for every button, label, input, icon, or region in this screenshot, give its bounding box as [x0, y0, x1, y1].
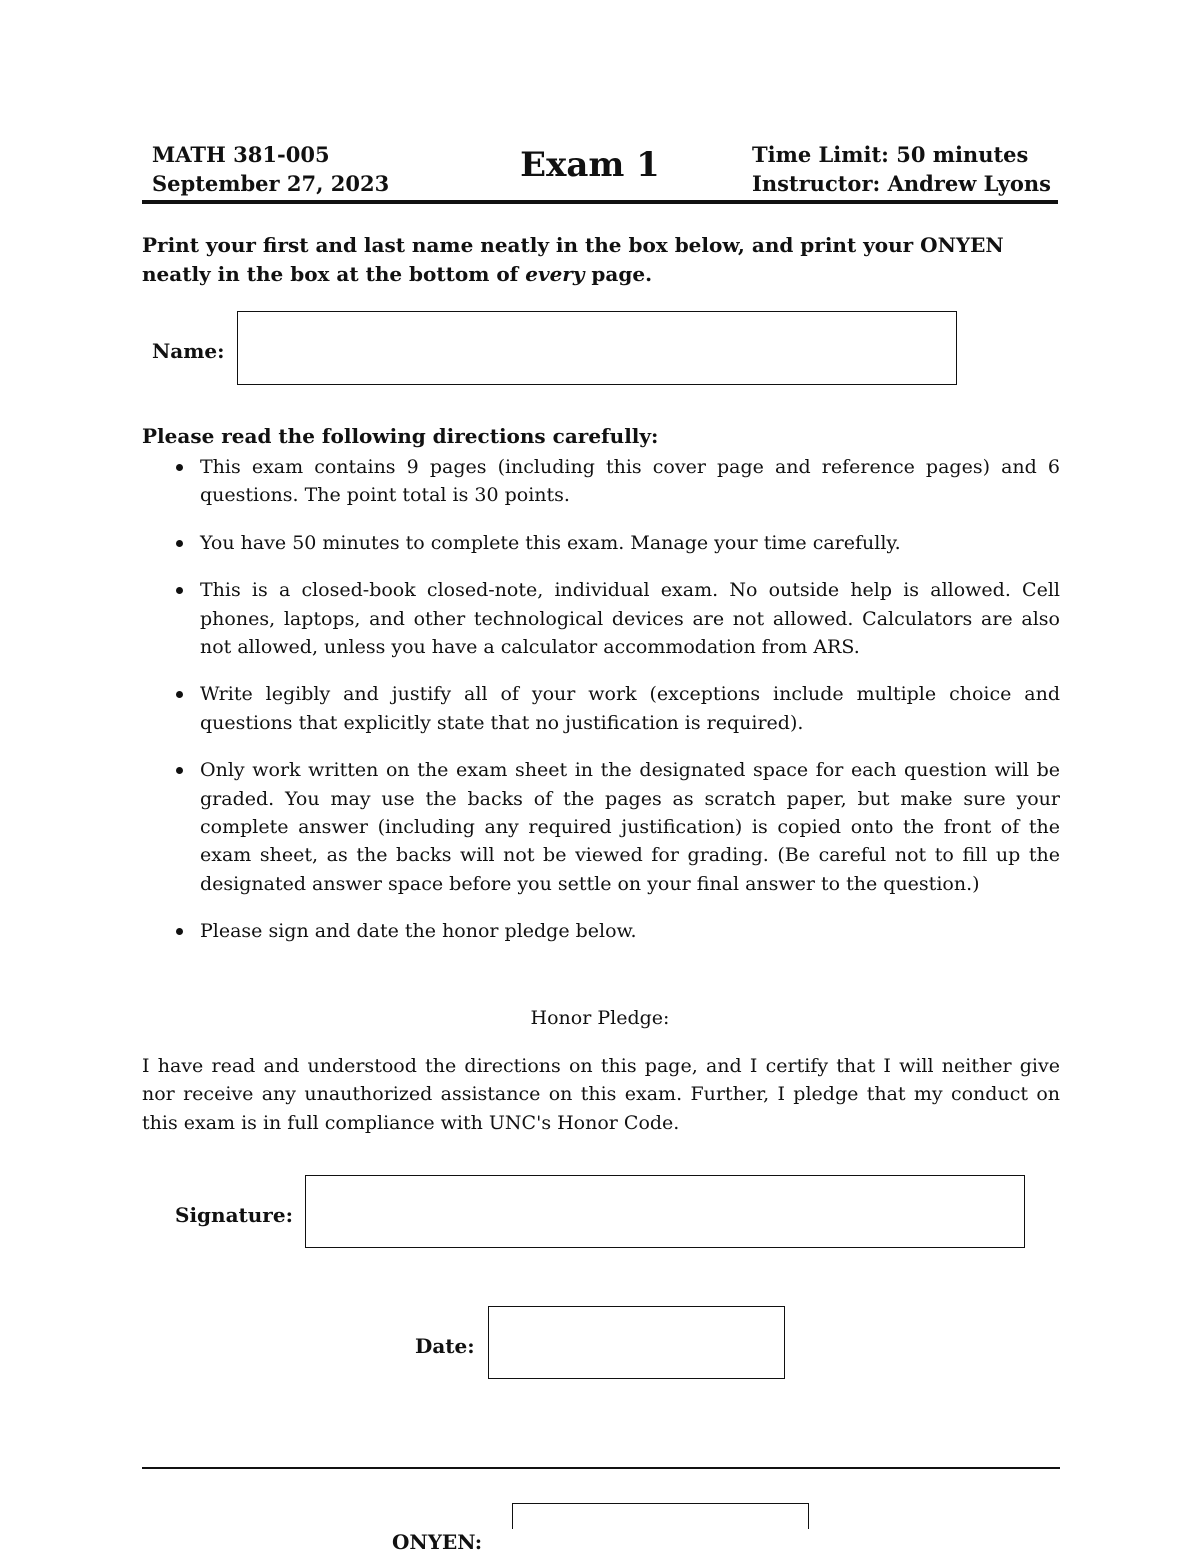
- honor-pledge-title: Honor Pledge:: [530, 1007, 670, 1029]
- direction-text: Only work written on the exam sheet in the designated space for each question will be graded. You may use the backs of the pages as scratch paper, but make sure your complete answer (including any required justification) is copied onto the front of the exam sheet, as the backs will not be viewed for grading. (Be careful not to fill up the designated answer space before you settle on your final answer to the question.): [200, 759, 1060, 895]
- date-label: Date:: [415, 1334, 475, 1358]
- bullet-icon: [176, 767, 183, 774]
- direction-text: This is a closed-book closed-note, individual exam. No outside help is allowed. Cell phones, laptops, and other technological devices are not allowed. Calculators are also not allowed, unless you have a calculator accommodation from ARS.: [200, 579, 1060, 659]
- instructor: Instructor: Andrew Lyons: [752, 171, 1051, 196]
- header-right: [752, 140, 1051, 198]
- honor-pledge-text: I have read and understood the directions on this page, and I certify that I will neither give nor receive any unauthorized assistance on this exam. Further, I pledge that my conduct on this exam is in full compliance with UNC's Honor Code.: [142, 1055, 1060, 1134]
- bullet-icon: [176, 587, 183, 594]
- direction-text: This exam contains 9 pages (including this cover page and reference pages) and 6 questions. The point total is 30 points.: [200, 456, 1060, 507]
- direction-text: Write legibly and justify all of your work (exceptions include multiple choice and questions that explicitly state that no justification is required).: [200, 683, 1060, 734]
- course-code: MATH 381-005: [152, 142, 330, 167]
- footer-divider: [142, 1467, 1060, 1469]
- bullet-icon: [176, 540, 183, 547]
- list-item: [172, 529, 1060, 557]
- list-item: [172, 576, 1060, 661]
- intro-text-after: page.: [584, 262, 653, 286]
- list-item: [172, 917, 1060, 945]
- onyen-field[interactable]: [512, 1503, 809, 1529]
- signature-label: Signature:: [175, 1203, 293, 1227]
- onyen-label: ONYEN:: [392, 1530, 483, 1554]
- intro-instructions: [142, 231, 1058, 289]
- intro-emphasis: every: [525, 262, 585, 286]
- bullet-icon: [176, 691, 183, 698]
- direction-text: You have 50 minutes to complete this exam. Manage your time carefully.: [200, 531, 901, 554]
- directions-heading: Please read the following directions carefully:: [142, 424, 659, 448]
- exam-title: Exam 1: [520, 145, 660, 185]
- name-label: Name:: [152, 339, 225, 363]
- date-field[interactable]: [488, 1306, 785, 1379]
- list-item: [172, 756, 1060, 898]
- bullet-icon: [176, 928, 183, 935]
- signature-field[interactable]: [305, 1175, 1025, 1248]
- header-left: [152, 140, 389, 198]
- name-field[interactable]: [237, 311, 957, 385]
- time-limit: Time Limit: 50 minutes: [752, 142, 1029, 167]
- list-item: [172, 453, 1060, 510]
- exam-date: September 27, 2023: [152, 171, 390, 196]
- intro-text-before: Print your first and last name neatly in the box below, and print your ONYEN neatly in the box at the bottom of: [142, 233, 1004, 286]
- header-divider: [142, 200, 1058, 204]
- list-item: [172, 680, 1060, 737]
- directions-list: [172, 453, 1060, 965]
- direction-text: Please sign and date the honor pledge below.: [200, 920, 637, 943]
- bullet-icon: [176, 464, 183, 471]
